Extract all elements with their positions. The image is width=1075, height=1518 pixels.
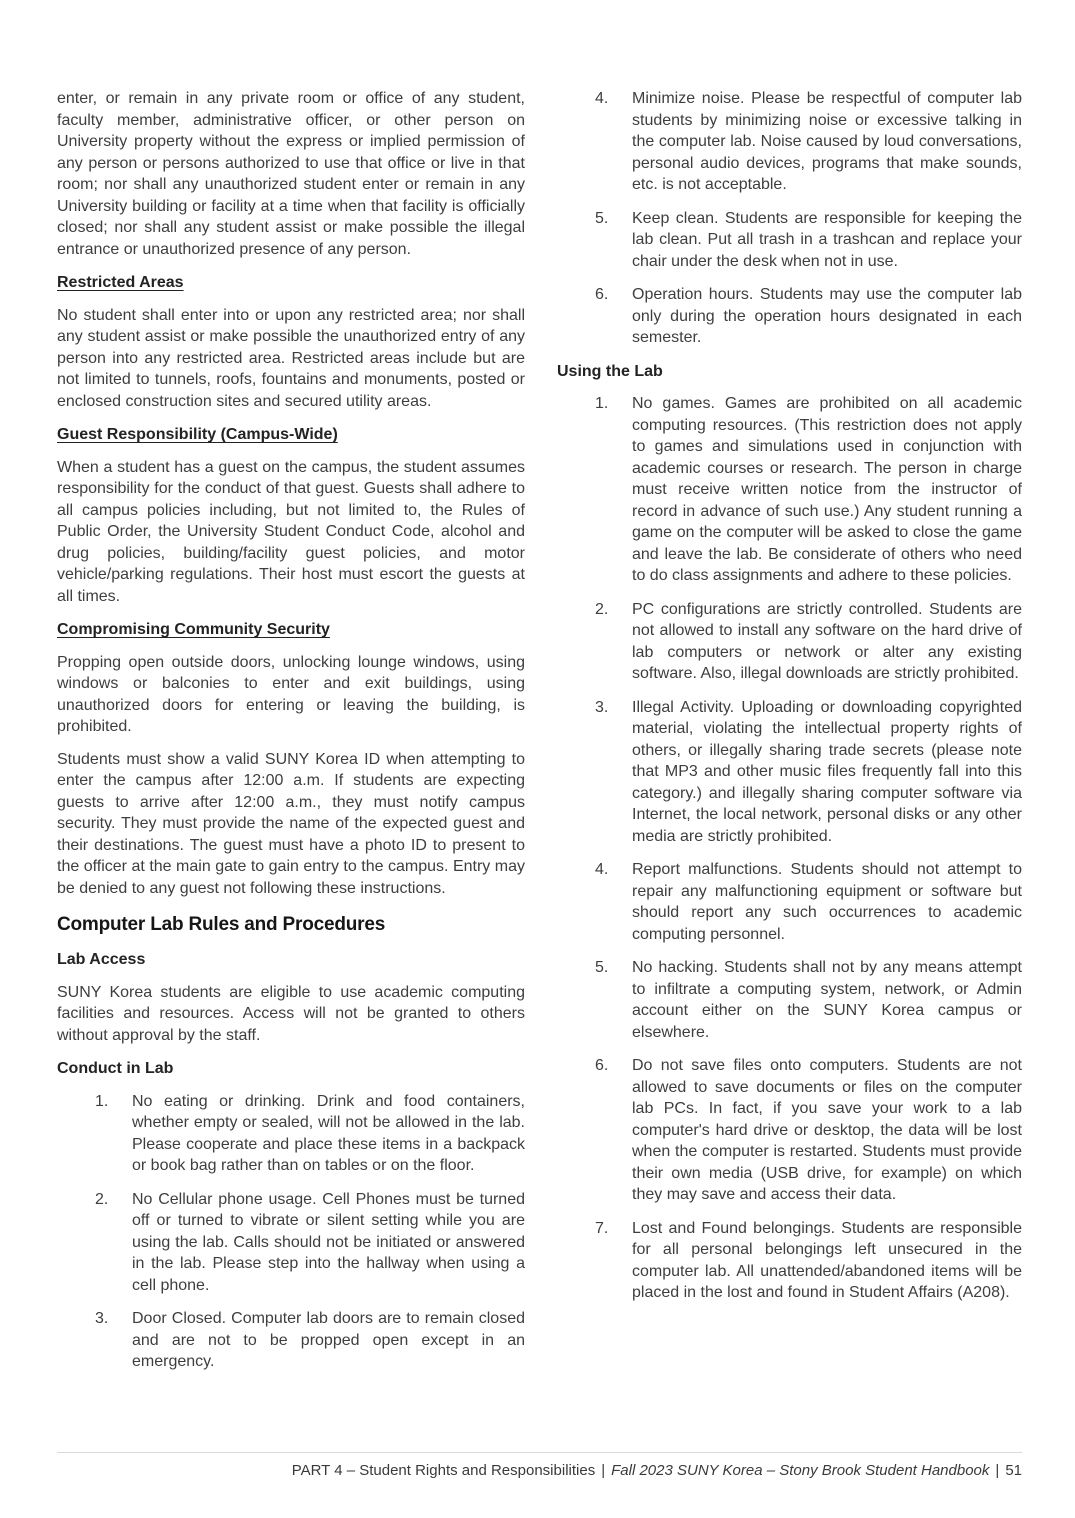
list-text: Door Closed. Computer lab doors are to remain closed and are not to be propped open except in an emergency. <box>132 1310 525 1370</box>
list-number: 5. <box>595 959 609 976</box>
list-number: 3. <box>95 1310 109 1327</box>
list-number: 6. <box>595 286 609 303</box>
list-number: 1. <box>95 1092 109 1110</box>
footer-page-number: 51 <box>1005 1462 1022 1479</box>
page-footer <box>292 1461 1022 1481</box>
list-number: 4. <box>595 90 609 107</box>
heading-compromising-community-security: Compromising Community Security <box>57 621 330 638</box>
footer-separator: | <box>601 1462 606 1479</box>
list-item-using-1 <box>557 393 1022 587</box>
list-item-using-3 <box>557 697 1022 848</box>
footer-divider <box>57 1452 1022 1453</box>
list-number: 5. <box>595 209 609 227</box>
paragraph-continuation: enter, or remain in any private room or office of any student, faculty member, administrative officer, or other person on University property without the express or implied permission of any person or persons authorized to use that office or live in that room; nor shall any unauthorized student enter or remain in any University building or facility at a time when that facility is officially closed; nor shall any student assist or make possible the illegal entrance or unauthorized presence of any person. <box>57 90 525 258</box>
heading-conduct-in-lab: Conduct in Lab <box>57 1060 174 1077</box>
heading-using-the-lab: Using the Lab <box>557 362 663 380</box>
list-item-conduct-1 <box>57 1091 525 1177</box>
list-text: Operation hours. Students may use the computer lab only during the operation hours designated in each semester. <box>632 286 1022 346</box>
list-number: 6. <box>595 1057 609 1074</box>
list-text: Minimize noise. Please be respectful of computer lab students by minimizing noise or excessive talking in the computer lab. Noise caused by loud conversations, personal audio devices, programs that make sounds, etc. is not acceptable. <box>632 90 1022 193</box>
list-number: 1. <box>595 395 609 412</box>
left-column <box>57 88 525 1385</box>
page-content <box>57 88 1022 1385</box>
footer-handbook-title: Fall 2023 SUNY Korea – Stony Brook Student Handbook <box>611 1462 990 1479</box>
list-text: No Cellular phone usage. Cell Phones must be turned off or turned to vibrate or silent setting while you are using the lab. Calls should not be initiated or answered in the lab. Please step into the hallway when using a cell phone. <box>132 1190 525 1294</box>
list-item-conduct-6 <box>557 284 1022 349</box>
list-item-conduct-5 <box>557 208 1022 273</box>
list-text: PC configurations are strictly controlled. Students are not allowed to install any software on the hard drive of lab computers or network or alter any existing software. Also, illegal downloads are strictly prohibited. <box>632 600 1022 682</box>
heading-lab-access: Lab Access <box>57 951 146 968</box>
list-number: 7. <box>595 1219 609 1237</box>
footer-separator: | <box>995 1462 1000 1479</box>
list-item-conduct-2 <box>57 1189 525 1297</box>
list-number: 4. <box>595 861 609 878</box>
list-number: 2. <box>95 1190 109 1208</box>
footer-part-label: PART 4 – Student Rights and Responsibilities <box>291 1462 596 1479</box>
list-text: Do not save files onto computers. Students are not allowed to save documents or files on the computer lab PCs. In fact, if you save your work to a lab computer's hard drive or desktop, the data will be lost when the computer is restarted. Students must provide their own media (USB drive, for example) on which they may save and access their data. <box>632 1057 1022 1203</box>
paragraph-security-2: Students must show a valid SUNY Korea ID when attempting to enter the campus after 12:00 a.m. If students are expecting guests to arrive after 12:00 a.m., they must notify campus security. They must provide the name of the expected guest and their destinations. The guest must have a photo ID to present to the officer at the main gate to gain entry to the campus. Entry may be denied to any guest not following these instructions. <box>57 750 525 897</box>
paragraph-guest-responsibility: When a student has a guest on the campus, the student assumes responsibility for the conduct of that guest. Guests shall adhere to all campus policies including, but not limited to, the Rules of Public Order, the University Student Conduct Code, alcohol and drug policies, building/facility guest policies, and motor vehicle/parking regulations. Their host must escort the guests at all times. <box>57 458 525 605</box>
list-text: No hacking. Students shall not by any means attempt to infiltrate a computing system, network, or Admin account either on the SUNY Korea campus or elsewhere. <box>632 959 1022 1041</box>
list-number: 3. <box>595 698 609 716</box>
list-item-conduct-3 <box>57 1308 525 1373</box>
heading-computer-lab-rules: Computer Lab Rules and Procedures <box>57 914 386 935</box>
list-item-using-5 <box>557 957 1022 1043</box>
list-text: Keep clean. Students are responsible for keeping the lab clean. Put all trash in a trashcan and replace your chair under the desk when not in use. <box>632 209 1022 270</box>
list-item-conduct-4 <box>557 88 1022 196</box>
heading-guest-responsibility: Guest Responsibility (Campus-Wide) <box>57 426 338 443</box>
list-item-using-2 <box>557 599 1022 685</box>
list-text: Lost and Found belongings. Students are responsible for all personal belongings left unsecured in the computer lab. All unattended/abandoned items will be placed in the lost and found in Student Affairs (A208). <box>632 1219 1022 1301</box>
paragraph-security-1: Propping open outside doors, unlocking lounge windows, using windows or balconies to enter and exit buildings, using unauthorized doors for entering or leaving the building, is prohibited. <box>57 653 525 735</box>
paragraph-lab-access: SUNY Korea students are eligible to use academic computing facilities and resources. Access will not be granted to others without approval by the staff. <box>57 983 525 1044</box>
paragraph-restricted-areas: No student shall enter into or upon any restricted area; nor shall any student assist or make possible the unauthorized entry of any person into any restricted area. Restricted areas include but are not limited to tunnels, roofs, fountains and monuments, posted or enclosed construction sites and secured utility areas. <box>57 306 525 410</box>
list-item-using-6 <box>557 1055 1022 1206</box>
list-text: No games. Games are prohibited on all academic computing resources. (This restriction does not apply to games and simulations used in conjunction with academic courses or research. The person in charge must receive written notice from the instructor of record in advance of such use.) Any student running a game on the computer will be asked to close the game and leave the lab. Be considerate of others who need to do class assignments and adhere to these policies. <box>632 395 1022 584</box>
list-text: No eating or drinking. Drink and food containers, whether empty or sealed, will not be allowed in the lab. Please cooperate and place these items in a backpack or book bag rather than on tables or on the floor. <box>132 1092 525 1174</box>
list-text: Report malfunctions. Students should not attempt to repair any malfunctioning equipment or software but should report any such occurrences to academic computing personnel. <box>632 861 1022 943</box>
list-item-using-4 <box>557 859 1022 945</box>
list-item-using-7 <box>557 1218 1022 1304</box>
list-text: Illegal Activity. Uploading or downloading copyrighted material, violating the intellectual property rights of others, or illegally sharing trade secrets (please note that MP3 and other music files frequently fall into this category.) and illegally sharing computer software via Internet, the local network, personal disks or any other media are strictly prohibited. <box>632 698 1022 845</box>
heading-restricted-areas: Restricted Areas <box>57 274 184 291</box>
right-column <box>557 88 1022 1385</box>
list-number: 2. <box>595 600 609 618</box>
